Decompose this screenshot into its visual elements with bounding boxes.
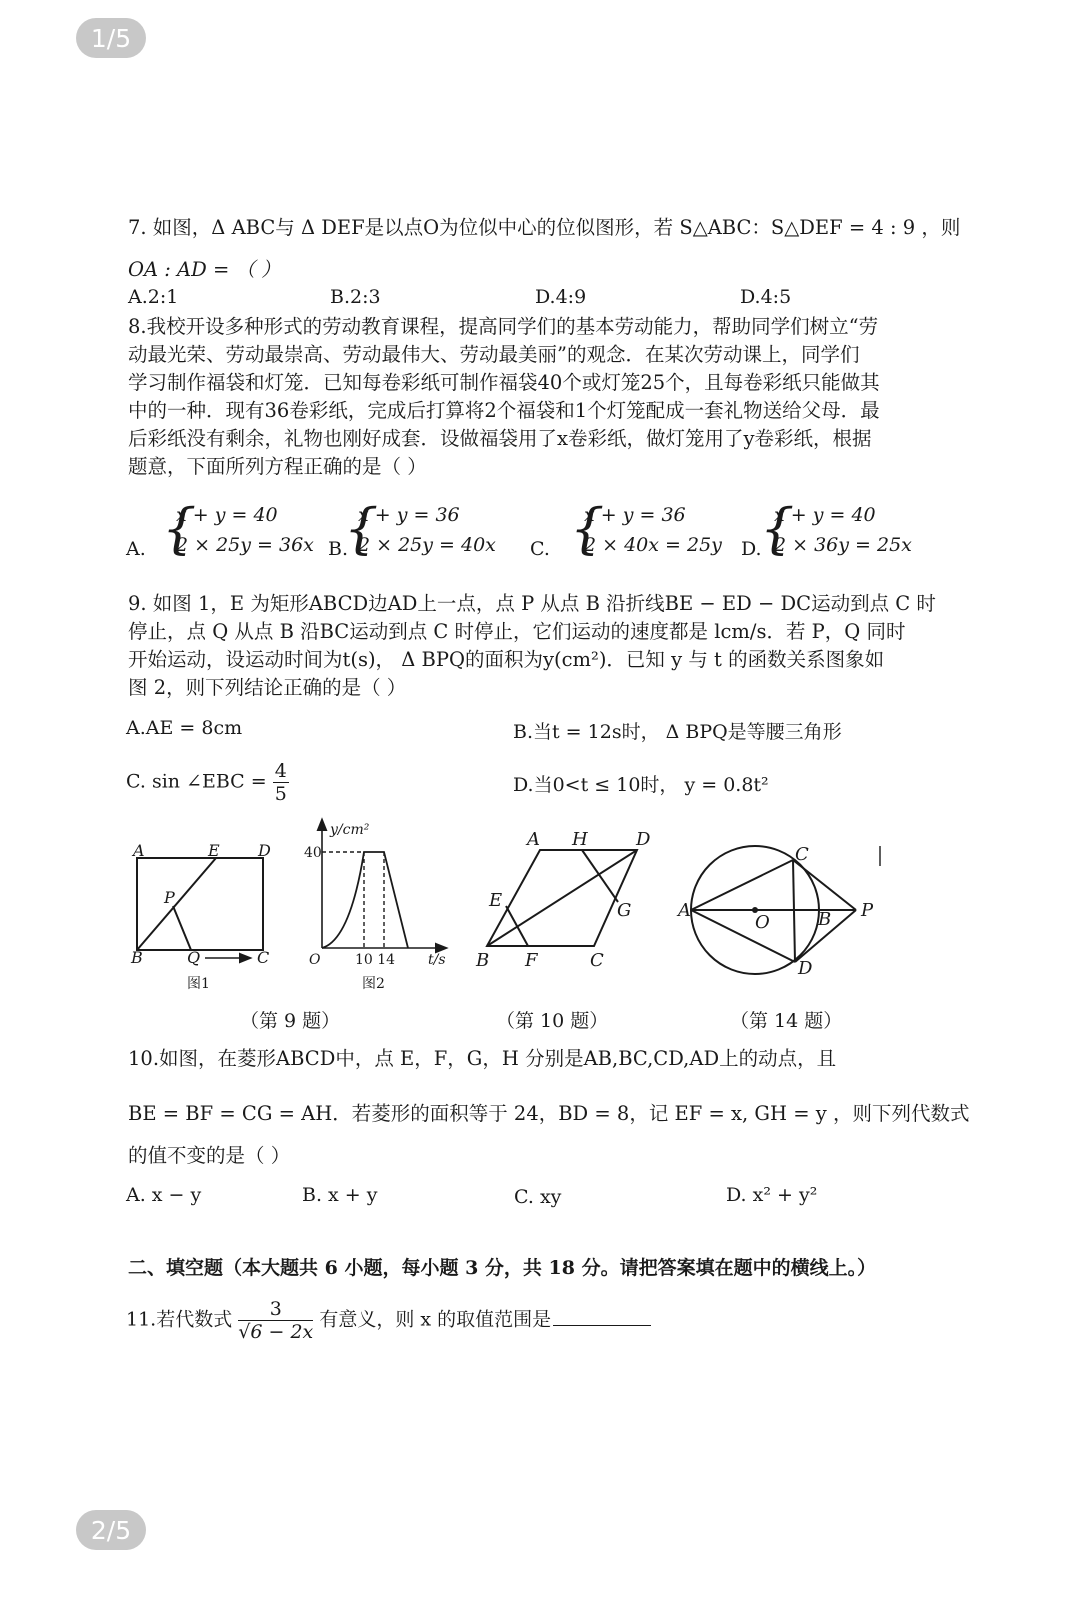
fig14-segment-cd [793, 860, 795, 962]
q10-line-1: 10.如图，在菱形ABCD中，点 E，F，G，H 分别是AB,BC,CD,AD上的动点，且 [128, 1047, 837, 1070]
q9-option-c-prefix: C. sin ∠EBC = [126, 770, 267, 793]
fig2-x-ticks: 10 14 [355, 952, 396, 968]
fig10-label-b: B [476, 950, 490, 971]
fig1-segment-pq [173, 906, 191, 950]
fig2-y-tick-40: 40 [304, 845, 322, 861]
caption-q9: （第 9 题） [240, 1010, 341, 1032]
q9-line-2: 停止，点 Q 从点 B 沿BC运动到点 C 时停止，它们运动的速度都是 lcm/s．若 P，Q 同时 [128, 620, 906, 643]
q8-option-a-system: { x + y = 40 2 × 25y = 36x [162, 497, 314, 560]
caption-q14: （第 14 题） [730, 1010, 843, 1032]
q8-option-b-eq2: 2 × 25y = 40x [358, 534, 496, 556]
q9-option-c-denominator: 5 [274, 783, 287, 805]
q8-option-b-label: B. [328, 538, 349, 560]
q9-option-c-numerator: 4 [274, 760, 287, 782]
q7-stem: 7. 如图，Δ ABC与 Δ DEF是以点O为位似中心的位似图形，若 S△ABC：S△DEF = 4 : 9 ，则 [128, 216, 961, 239]
q8-option-c-eq1: x + y = 36 [584, 504, 686, 526]
page-indicator-bottom: 2/5 [76, 1510, 146, 1550]
q10-line-3: 的值不变的是（ ） [128, 1144, 291, 1167]
q9-line-3: 开始运动，设运动时间为t(s)， Δ BPQ的面积为y(cm²)．已知 y 与 t 的函数关系图象如 [128, 648, 885, 671]
q8-option-c-label: C. [530, 538, 550, 560]
q11-prefix: 11.若代数式 [126, 1308, 233, 1331]
fig2-x-axis-label: t/s [428, 952, 446, 968]
q8-line-5: 后彩纸没有剩余，礼物也刚好成套．设做福袋用了x卷彩纸，做灯笼用了y卷彩纸，根据 [128, 427, 872, 450]
fig14-label-d: D [798, 958, 813, 979]
q8-line-1: 8.我校开设多种形式的劳动教育课程，提高同学们的基本劳动能力，帮助同学们树立“劳 [128, 315, 879, 338]
q8-option-b-eq1: x + y = 36 [358, 504, 460, 526]
q8-option-d-system: { x + y = 40 2 × 36y = 25x [760, 497, 912, 560]
fig10-label-g: G [617, 900, 632, 921]
fig1-segment-be [137, 858, 216, 950]
q11-answer-blank[interactable] [553, 1325, 651, 1326]
q7-ask: OA : AD = （ ） [128, 258, 281, 281]
q8-line-6: 题意，下面所列方程正确的是（ ） [128, 455, 427, 478]
q8-option-d-eq1: x + y = 40 [774, 504, 876, 526]
fig1-label-c: C [257, 948, 270, 967]
q7-option-d: D.4:5 [740, 286, 792, 308]
q11-denominator: √6 − 2x [238, 1321, 314, 1343]
fig1-caption: 图1 [187, 976, 210, 992]
q8-option-c-eq2: 2 × 40x = 25y [584, 534, 722, 556]
q8-line-3: 学习制作福袋和灯笼．已知每卷彩纸可制作福袋40个或灯笼25个，且每卷彩纸只能做其 [128, 371, 880, 394]
q7-option-b: B.2:3 [330, 286, 381, 308]
fig14-label-b: B [818, 909, 832, 930]
fig1-rectangle [137, 858, 263, 950]
fig2-y-arrow [318, 820, 326, 830]
fig2-origin: O [309, 952, 321, 968]
fig14-label-a: A [678, 900, 691, 921]
fig1-label-b: B [131, 948, 143, 967]
q10-option-b: B. x + y [302, 1184, 378, 1206]
q10-line-2: BE = BF = CG = AH．若菱形的面积等于 24，BD = 8，记 EF = x, GH = y ，则下列代数式 [128, 1102, 970, 1125]
fig2-caption: 图2 [362, 976, 385, 992]
q9-option-b: B.当t = 12s时， Δ BPQ是等腰三角形 [513, 721, 842, 743]
q8-option-c-system: { x + y = 36 2 × 40x = 25y [570, 497, 722, 560]
fig10-segment-ef [506, 906, 528, 946]
fig1-label-a: A [133, 841, 145, 860]
page-indicator-top: 1/5 [76, 18, 146, 58]
q11 [126, 1298, 651, 1343]
q9-option-d: D.当0<t ≤ 10时， y = 0.8t² [513, 774, 769, 796]
fig14-label-o: O [755, 912, 770, 933]
fig10-label-d: D [636, 829, 651, 850]
q9-line-1: 9. 如图 1，E 为矩形ABCD边AD上一点，点 P 从点 B 沿折线BE − ED − DC运动到点 C 时 [128, 592, 936, 615]
q11-fraction [238, 1298, 313, 1343]
section-2-heading: 二、填空题（本大题共 6 小题，每小题 3 分，共 18 分。请把答案填在题中的横线上。） [128, 1257, 877, 1279]
q8-option-a-eq1: x + y = 40 [176, 504, 278, 526]
q11-numerator: 3 [238, 1298, 313, 1321]
q8-option-b-system: { x + y = 36 2 × 25y = 40x [344, 497, 496, 560]
fig14-segment-ad [691, 910, 795, 962]
q8-line-2: 动最光荣、劳动最崇高、劳动最伟大、劳动最美丽”的观念．在某次劳动课上，同学们 [128, 343, 860, 366]
q7-option-a: A.2:1 [128, 286, 179, 308]
caption-q10: （第 10 题） [496, 1010, 609, 1032]
q11-suffix: 有意义，则 x 的取值范围是 [319, 1308, 552, 1331]
q8-option-a-label: A. [126, 538, 146, 560]
q10-option-c: C. xy [514, 1186, 562, 1208]
fig1-label-d: D [258, 841, 271, 860]
fig1-arrow-head [240, 954, 250, 962]
fig10-label-c: C [590, 950, 604, 971]
fig1-label-q: Q [187, 948, 201, 967]
fig1-label-p: P [164, 888, 175, 907]
q8-line-4: 中的一种．现有36卷彩纸，完成后打算将2个福袋和1个灯笼配成一套礼物送给父母．最 [128, 399, 880, 422]
q10-option-d: D. x² + y² [726, 1184, 818, 1206]
fig2-curve [322, 852, 408, 948]
fig14-label-c: C [795, 844, 809, 865]
fig2-x-arrow [436, 944, 446, 952]
fig1-label-e: E [208, 841, 220, 860]
q10-option-a: A. x − y [126, 1184, 202, 1206]
fig10-label-h: H [572, 829, 588, 850]
fig10-label-f: F [525, 950, 538, 971]
q9-line-4: 图 2，则下列结论正确的是（ ） [128, 676, 407, 699]
q8-option-d-eq2: 2 × 36y = 25x [774, 534, 912, 556]
q7-option-c: D.4:9 [535, 286, 587, 308]
q9-option-a: A.AE = 8cm [126, 717, 243, 739]
q8-option-a-eq2: 2 × 25y = 36x [176, 534, 314, 556]
fig14-tangent-pc [793, 860, 856, 910]
fig10-label-e: E [489, 890, 503, 911]
fig14-label-p: P [861, 900, 874, 921]
fig2-y-axis-label: y/cm² [330, 822, 370, 838]
q8-option-d-label: D. [741, 538, 762, 560]
fig10-label-a: A [527, 829, 540, 850]
fig10-segment-hg [582, 850, 618, 902]
